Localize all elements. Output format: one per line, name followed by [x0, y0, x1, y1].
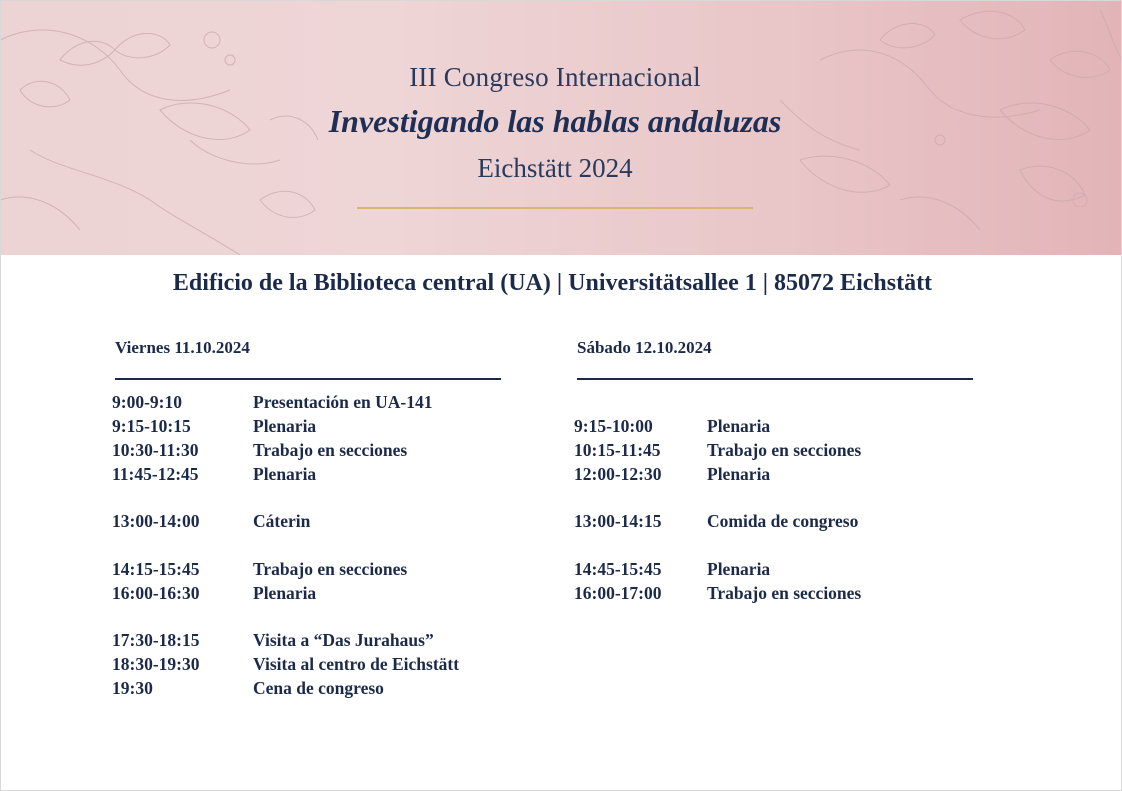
schedule-event: Trabajo en secciones [707, 583, 862, 603]
friday-schedule [112, 338, 502, 698]
congress-place-year: Eichstätt 2024 [477, 153, 633, 183]
schedule-time: 16:00-17:00 [574, 583, 662, 603]
schedule-time: 13:00-14:15 [574, 511, 662, 531]
schedule-event: Trabajo en secciones [253, 440, 408, 460]
title-divider [357, 207, 753, 209]
day-heading-saturday: Sábado 12.10.2024 [577, 338, 712, 357]
venue-address: Edificio de la Biblioteca central (UA) | Universitätsallee 1 | 85072 Eichstätt [172, 270, 933, 296]
schedule-event: Plenaria [253, 464, 317, 484]
schedule-event: Plenaria [707, 559, 771, 579]
schedule-time: 16:00-16:30 [112, 583, 200, 603]
schedule-time: 14:15-15:45 [112, 559, 200, 579]
schedule-event: Plenaria [707, 464, 771, 484]
schedule-time: 9:15-10:15 [112, 416, 191, 436]
schedule-event: Comida de congreso [707, 511, 859, 531]
saturday-schedule [574, 338, 974, 603]
schedule-event: Plenaria [253, 583, 317, 603]
schedule-time: 19:30 [112, 678, 153, 698]
schedule-time: 10:30-11:30 [112, 440, 199, 460]
day-divider [115, 378, 501, 380]
schedule-time: 12:00-12:30 [574, 464, 662, 484]
schedule-time: 14:45-15:45 [574, 559, 662, 579]
schedule-time: 9:15-10:00 [574, 416, 653, 436]
schedule-time: 18:30-19:30 [112, 654, 200, 674]
schedule-event: Trabajo en secciones [253, 559, 408, 579]
schedule-event: Cena de congreso [253, 678, 384, 698]
schedule-event: Plenaria [253, 416, 317, 436]
day-heading-friday: Viernes 11.10.2024 [115, 338, 250, 357]
schedule-time: 17:30-18:15 [112, 630, 200, 650]
header-banner [0, 0, 1122, 255]
schedule-event: Plenaria [707, 416, 771, 436]
schedule-time: 10:15-11:45 [574, 440, 661, 460]
schedule-event: Cáterin [253, 511, 311, 531]
schedule-event: Visita a “Das Jurahaus” [253, 630, 434, 650]
schedule-event: Visita al centro de Eichstätt [253, 654, 460, 674]
schedule-time: 13:00-14:00 [112, 511, 200, 531]
day-divider [577, 378, 973, 380]
schedule-time: 9:00-9:10 [112, 392, 182, 412]
schedule-event: Trabajo en secciones [707, 440, 862, 460]
schedule-time: 11:45-12:45 [112, 464, 199, 484]
schedule-event: Presentación en UA-141 [253, 392, 433, 412]
congress-edition-title: III Congreso Internacional [409, 62, 701, 92]
congress-main-title: Investigando las hablas andaluzas [328, 103, 782, 139]
